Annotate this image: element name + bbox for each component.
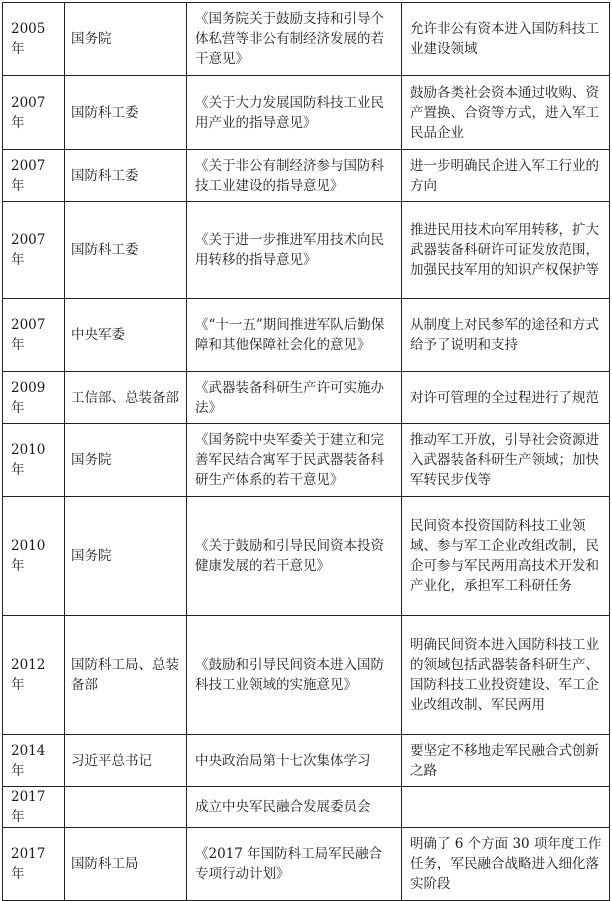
- year-cell: 2017 年: [3, 787, 65, 828]
- org-cell: 国务院: [65, 3, 187, 76]
- table-row: [3, 735, 610, 787]
- org-cell: 国务院: [65, 497, 187, 616]
- year-cell: 2007 年: [3, 76, 65, 150]
- table-row: [3, 76, 610, 150]
- effect-cell: 进一步明确民企进入军工行业的方向: [402, 150, 610, 202]
- year-cell: 2007 年: [3, 202, 65, 299]
- table-row: [3, 828, 610, 901]
- org-cell: 习近平总书记: [65, 735, 187, 787]
- org-cell: 工信部、总装备部: [65, 372, 187, 424]
- document-cell: 《国务院中央军委关于建立和完善军民结合寓军于民武器装备科研生产体系的若干意见》: [187, 424, 402, 497]
- org-cell: 国防科工局、总装备部: [65, 616, 187, 735]
- effect-cell: 明确民间资本进入国防科技工业的领域包括武器装备科研生产、国防科技工业投资建设、军工企业改组改制、军民两用: [402, 616, 610, 735]
- document-cell: 《武器装备科研生产许可实施办法》: [187, 372, 402, 424]
- org-cell: 国务院: [65, 424, 187, 497]
- year-cell: 2010 年: [3, 424, 65, 497]
- year-cell: 2012 年: [3, 616, 65, 735]
- org-cell: [65, 787, 187, 828]
- table-row: [3, 787, 610, 828]
- table-row: [3, 497, 610, 616]
- effect-cell: 要坚定不移地走军民融合式创新之路: [402, 735, 610, 787]
- document-cell: 《关于大力发展国防科技工业民用产业的指导意见》: [187, 76, 402, 150]
- year-cell: 2009 年: [3, 372, 65, 424]
- document-cell: 《鼓励和引导民间资本进入国防科技工业领域的实施意见》: [187, 616, 402, 735]
- table-row: [3, 202, 610, 299]
- table-row: [3, 299, 610, 372]
- effect-cell: 推动军工开放，引导社会资源进入武器装备科研生产领域；加快军转民步伐等: [402, 424, 610, 497]
- effect-cell: 允许非公有资本进入国防科技工业建设领域: [402, 3, 610, 76]
- year-cell: 2005 年: [3, 3, 65, 76]
- document-cell: 《国务院关于鼓励支持和引导个体私营等非公有制经济发展的若干意见》: [187, 3, 402, 76]
- document-cell: 《关于进一步推进军用技术向民用转移的指导意见》: [187, 202, 402, 299]
- org-cell: 国防科工局: [65, 828, 187, 901]
- policy-table: [2, 2, 610, 901]
- table-row: [3, 616, 610, 735]
- year-cell: 2017 年: [3, 828, 65, 901]
- effect-cell: 对许可管理的全过程进行了规范: [402, 372, 610, 424]
- org-cell: 国防科工委: [65, 202, 187, 299]
- effect-cell: 明确了 6 个方面 30 项年度工作任务，军民融合战略进入细化落实阶段: [402, 828, 610, 901]
- org-cell: 国防科工委: [65, 150, 187, 202]
- document-cell: 《关于鼓励和引导民间资本投资健康发展的若干意见》: [187, 497, 402, 616]
- table-row: [3, 372, 610, 424]
- document-cell: 《关于非公有制经济参与国防科技工业建设的指导意见》: [187, 150, 402, 202]
- year-cell: 2007 年: [3, 150, 65, 202]
- year-cell: 2010 年: [3, 497, 65, 616]
- effect-cell: 推进民用技术向军用转移，扩大武器装备科研许可证发放范围，加强民技军用的知识产权保护等: [402, 202, 610, 299]
- table-row: [3, 150, 610, 202]
- effect-cell: 鼓励各类社会资本通过收购、资产置换、合资等方式，进入军工民品企业: [402, 76, 610, 150]
- effect-cell: [402, 787, 610, 828]
- document-cell: 《“十一五”期间推进军队后勤保障和其他保障社会化的意见》: [187, 299, 402, 372]
- org-cell: 国防科工委: [65, 76, 187, 150]
- table-row: [3, 3, 610, 76]
- year-cell: 2007 年: [3, 299, 65, 372]
- org-cell: 中央军委: [65, 299, 187, 372]
- year-cell: 2014 年: [3, 735, 65, 787]
- document-cell: 中央政治局第十七次集体学习: [187, 735, 402, 787]
- table-row: [3, 424, 610, 497]
- document-cell: 《2017 年国防科工局军民融合专项行动计划》: [187, 828, 402, 901]
- document-cell: 成立中央军民融合发展委员会: [187, 787, 402, 828]
- effect-cell: 从制度上对民参军的途径和方式给予了说明和支持: [402, 299, 610, 372]
- effect-cell: 民间资本投资国防科技工业领域、参与军工企业改组改制，民企可参与军民两用高技术开发和产业化，承担军工科研任务: [402, 497, 610, 616]
